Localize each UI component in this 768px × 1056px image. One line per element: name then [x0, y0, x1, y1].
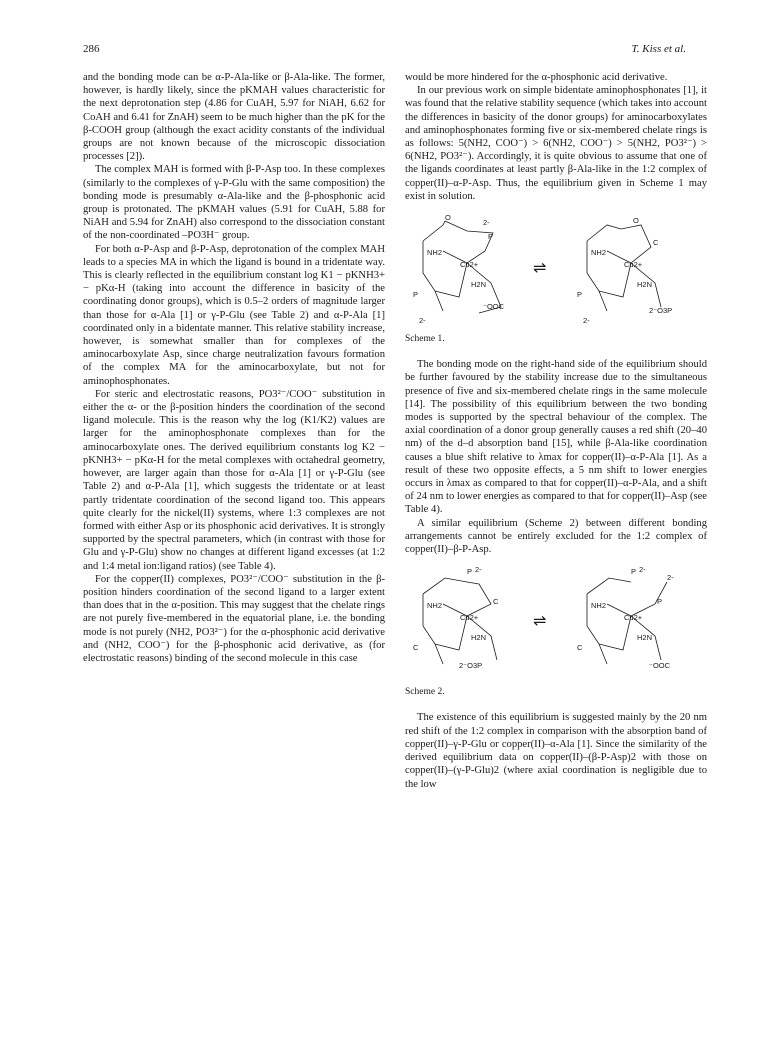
- phosphorus-label: P: [577, 290, 583, 300]
- scheme-2-left-complex: [413, 565, 499, 670]
- charge-label: 2-: [483, 218, 490, 228]
- carbon-label: C: [493, 597, 499, 607]
- amine-label: H2N: [637, 633, 653, 643]
- phosphorus-label: P: [657, 597, 663, 607]
- copper-label: Cu2+: [460, 613, 479, 623]
- phosphonate-label: 2⁻O3P: [649, 306, 673, 316]
- amine-label: NH2: [591, 248, 607, 258]
- scheme-1-caption: Scheme 1.: [405, 334, 445, 345]
- charge-label: 2-: [583, 316, 590, 326]
- carbon-label: C: [577, 643, 583, 653]
- paragraph: For the copper(II) complexes, PO3²⁻/COO⁻ substitution in the β-position hinders coordination of the second ligand to a larger extent than does that in the α-position. This may suggest that the chelate rings are not purely five-membered in the equatorial plane, i.e. the bonding mode is not purely (NH2, PO3²⁻) for the α-phosphonic acid derivative and (NH2, COO⁻) for the β-phosphonic acid derivative, as (for electrostatic reasons) binding of the second molecule in this case: [83, 573, 385, 664]
- paragraph: In our previous work on simple bidentate aminophosphonates [1], it was found that the relative stability sequence (which takes into account the differences in basicity of the donor groups) for aminocarboxylates and aminophosphonates forming five or six-membered chelate rings is as follows: 5(NH2, COO⁻) > 6(NH2, COO⁻) > 5(NH2, PO3²⁻) > 6(NH2, PO3²⁻). Accordingly, it is quite obvious to assume that one of the ligands coordinates at least partly β-Ala-like in the 1:2 complex of copper(II)–α-P-Asp. Thus, the equilibrium given in Scheme 1 may exist in solution.: [405, 85, 707, 202]
- phosphorus-label: P: [467, 567, 473, 577]
- charge-label: 2-: [475, 565, 482, 575]
- oxygen-label: O: [633, 216, 639, 226]
- scheme-1-right-complex: [577, 216, 672, 325]
- scheme-2-right-complex: [577, 565, 674, 670]
- scheme-1-left-complex: [413, 213, 505, 325]
- copper-label: Cu2+: [624, 260, 643, 270]
- copper-label: Cu2+: [460, 260, 479, 270]
- amine-label: NH2: [427, 601, 443, 611]
- amine-label: H2N: [471, 280, 487, 290]
- charge-label: 2-: [667, 573, 674, 583]
- carboxylate-label: ⁻OOC: [649, 661, 671, 671]
- phosphonate-label: 2⁻O3P: [459, 661, 483, 671]
- phosphorus-label: P: [488, 232, 494, 242]
- amine-label: H2N: [471, 633, 487, 643]
- amine-label: H2N: [637, 280, 653, 290]
- oxygen-label: O: [445, 213, 451, 223]
- left-column: [83, 71, 385, 665]
- paragraph: would be more hindered for the α-phosphonic acid derivative.: [405, 72, 668, 83]
- charge-label: 2-: [639, 565, 646, 575]
- paragraph: For steric and electrostatic reasons, PO3²⁻/COO⁻ substitution in either the α- or the β-position hinders the coordination of the second ligand molecule. This is the reason why the log (K1/K2) values are larger for the aminophosphonate complexes than for the aminocarboxylate ones. The derived equilibrium constants log K2 − pKNH3+ − pKα-H for the metal complexes with octahedral geometry, however, are larger again than those for α-Ala [1] or γ-P-Glu (see Table 2) and α-P-Ala [1], which suggests the tridentate or at least partly tridentate coordination of the second ligand too. This appears quite clearly for the nickel(II) systems, where 1:3 complexes are not formed with either Asp or its phosphonic acid derivatives. It is strongly supported by the spectral parameters, which (in contrast with those for Glu and γ-P-Glu) show no changes at different ligand excesses (at 1:2 and 1:4 metal ion:ligand ratios) (see Table 4).: [83, 388, 385, 572]
- amine-label: NH2: [591, 601, 607, 611]
- paragraph: The complex MAH is formed with β-P-Asp too. In these complexes (similarly to the complexes of γ-P-Glu with the same composition) the bonding mode is presumably α-Ala-like and the β-phosphonic acid group is protonated. The pKMAH values (5.91 for CuAH, 5.88 for NiAH and 5.94 for ZnAH) also correspond to the dissociation constant of the non-coordinated –PO3H⁻ group.: [83, 164, 385, 242]
- copper-label: Cu2+: [624, 613, 643, 623]
- paragraph: The existence of this equilibrium is suggested mainly by the 20 nm red shift of the 1:2 complex in comparison with the absorption band of copper(II)–γ-P-Glu or copper(II)–α-Ala [1]. Since the similarity of the derived equilibrium data on copper(II)–(β-P-Asp)2 with those on copper(II)–(γ-P-Glu)2 (where axial coordination is negligible due to the low: [405, 712, 707, 790]
- running-head: T. Kiss et al.: [631, 43, 686, 55]
- scheme-2-structure: [405, 564, 707, 684]
- phosphorus-label: P: [413, 290, 419, 300]
- charge-label: 2-: [419, 316, 426, 326]
- equilibrium-arrows: ⇌: [533, 260, 547, 278]
- paragraph: The bonding mode on the right-hand side of the equilibrium should be further favoured by the stability increase due to the simultaneous presence of five and six-membered chelate rings in the same molecule [14]. The possibility of this equilibrium between the two bonding modes is supported by the spectral behaviour of the complex. The axial coordination of a donor group generally causes a red shift (20–40 nm) of the d–d absorption band [15], while β-Ala-like coordination causes a blue shift relative to λmax for copper(II)–α-P-Ala [1]. As a result of these two opposite effects, a 5 nm shift to lower energies occurs in λmax as compared to that for copper(II)–α-P-Ala, and a shift of 24 nm to lower energies as compared to that for copper(II)–Asp (see Table 4).: [405, 359, 707, 516]
- carboxylate-label: ⁻OOC: [483, 302, 505, 312]
- paragraph: A similar equilibrium (Scheme 2) between different bonding arrangements cannot be entirely excluded for the 1:2 complex of copper(II)–β-P-Asp.: [405, 517, 707, 556]
- scheme-1: [405, 211, 707, 331]
- scheme-2: [405, 564, 707, 684]
- right-column: [405, 71, 707, 791]
- phosphorus-label: P: [631, 567, 637, 577]
- scheme-2-caption: Scheme 2.: [405, 687, 445, 698]
- carbon-label: C: [653, 238, 659, 248]
- page-number: 286: [83, 43, 100, 55]
- paragraph: For both α-P-Asp and β-P-Asp, deprotonation of the complex MAH leads to a species MA in which the ligand is bound in a tridentate way. This is clearly reflected in the equilibrium constant log K1 − pKNH3+ − pKα-H (taking into account the difference in basicity of the coordinating donor groups), which is 0.5–2 orders of magnitude larger than those for α-Ala [1] or γ-P-Glu (see Table 2) and α-P-Ala [1] coordinated only in a bidentate manner. This relative stability increase, however, is somewhat smaller than for complexes of the aminocarboxylate Asp, since charge neutralization favours formation of the complex MA for the aminocarboxylate, but not for aminophosphonates.: [83, 243, 385, 387]
- paragraph: and the bonding mode can be α-P-Ala-like or β-Ala-like. The former, however, is hardly likely, since the pKMAH values characteristic for the next deprotonation step (4.86 for CuAH, 5.97 for NiAH, 6.62 for CoAH and 6.41 for ZnAH) seem to be much higher than the pK for the β-COOH group (although the exact acidity constants of the individual groups are not known because of the microscopic dissociation processes [2]).: [83, 72, 385, 163]
- carbon-label: C: [413, 643, 419, 653]
- equilibrium-arrows: ⇌: [533, 613, 547, 631]
- scheme-1-structure: [405, 211, 707, 331]
- amine-label: NH2: [427, 248, 443, 258]
